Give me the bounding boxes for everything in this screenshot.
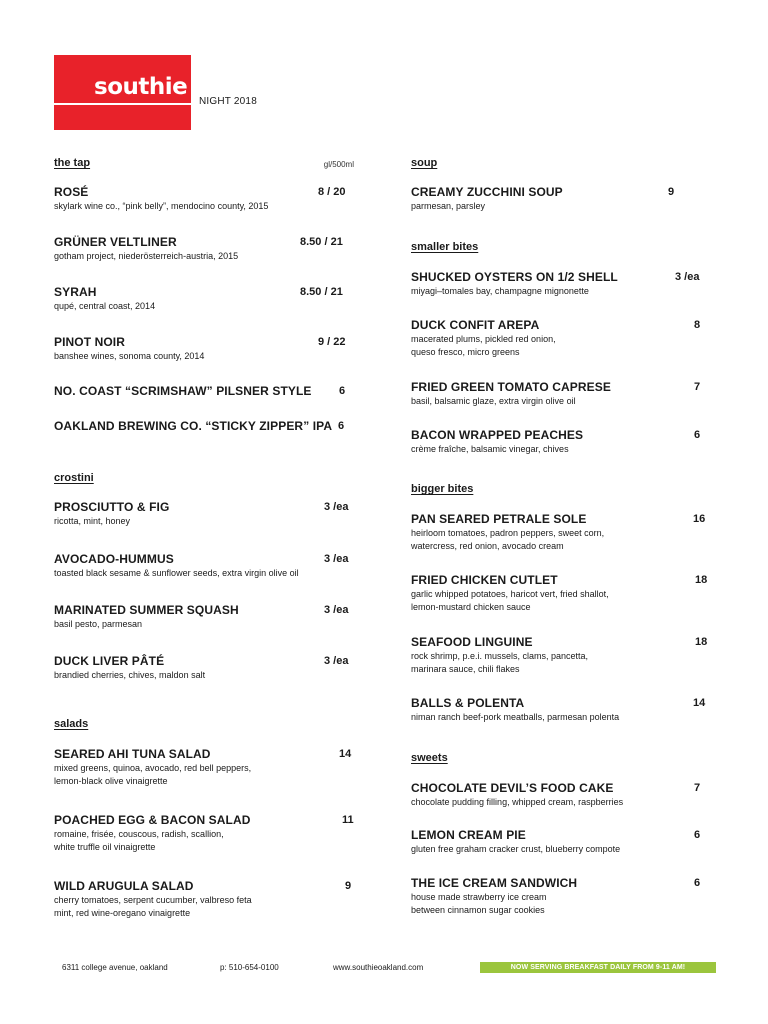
item-name: OAKLAND BREWING CO. “STICKY ZIPPER” IPA xyxy=(54,419,333,433)
item-name: MARINATED SUMMER SQUASH xyxy=(54,603,239,617)
item-name: PINOT NOIR xyxy=(54,335,126,349)
item-name: WILD ARUGULA SALAD xyxy=(54,879,194,893)
menu-item xyxy=(54,813,356,854)
item-price: 8 xyxy=(694,319,701,331)
item-name: PAN SEARED PETRALE SOLE xyxy=(411,512,587,526)
item-name: CREAMY ZUCCHINI SOUP xyxy=(411,185,563,199)
menu-item xyxy=(411,635,707,676)
menu-item xyxy=(54,384,356,398)
item-name: SYRAH xyxy=(54,285,97,299)
item-name: DUCK CONFIT AREPA xyxy=(411,318,540,332)
item-name: BACON WRAPPED PEACHES xyxy=(411,428,584,442)
item-price: 9 xyxy=(668,186,675,198)
item-name: POACHED EGG & BACON SALAD xyxy=(54,813,251,827)
item-price: 6 xyxy=(694,829,701,841)
item-price: 3 /ea xyxy=(675,271,700,283)
item-name: PROSCIUTTO & FIG xyxy=(54,500,170,514)
menu-item xyxy=(411,696,707,724)
item-price: 3 /ea xyxy=(324,655,349,667)
menu-item xyxy=(411,781,707,809)
item-name: SHUCKED OYSTERS ON 1/2 SHELL xyxy=(411,270,618,284)
item-description: niman ranch beef-pork meatballs, parmesan polenta xyxy=(411,712,620,722)
menu-item xyxy=(411,428,707,456)
menu-item xyxy=(411,828,707,856)
menu-item xyxy=(54,654,356,682)
item-price: 16 xyxy=(693,513,706,525)
item-description: heirloom tomatoes, padron peppers, sweet corn, watercress, red onion, avocado cream xyxy=(411,528,605,551)
tap-size-note: gl/500ml xyxy=(323,160,354,169)
item-price: 8.50 / 21 xyxy=(300,236,343,248)
menu-item xyxy=(411,318,707,359)
item-description: mixed greens, quinoa, avocado, red bell peppers, lemon-black olive vinaigrette xyxy=(54,763,252,786)
item-description: banshee wines, sonoma county, 2014 xyxy=(54,351,205,361)
menu-item xyxy=(411,380,707,408)
item-description: brandied cherries, chives, maldon salt xyxy=(54,670,206,680)
item-price: 3 /ea xyxy=(324,604,349,616)
item-name: ROSÉ xyxy=(54,185,89,199)
menu-item xyxy=(411,512,707,553)
item-description: gotham project, niederösterreich-austria, 2015 xyxy=(54,251,239,261)
item-price: 14 xyxy=(693,697,706,709)
logo-rule xyxy=(54,103,191,105)
menu-item xyxy=(54,500,356,528)
section-heading-bigger-bites: bigger bites xyxy=(411,483,474,495)
item-price: 7 xyxy=(694,381,701,393)
restaurant-logo xyxy=(54,55,191,130)
logo-text: southie xyxy=(94,74,188,100)
item-price: 8 / 20 xyxy=(318,186,346,198)
menu-item xyxy=(411,270,707,298)
item-description: chocolate pudding filling, whipped cream, raspberries xyxy=(411,797,624,807)
item-description: qupé, central coast, 2014 xyxy=(54,301,156,311)
item-description: rock shrimp, p.e.i. mussels, clams, pancetta, marinara sauce, chili flakes xyxy=(411,651,589,674)
menu-item xyxy=(54,603,356,631)
item-description: miyagi–tomales bay, champagne mignonette xyxy=(411,286,589,296)
item-price: 3 /ea xyxy=(324,553,349,565)
menu-item xyxy=(54,285,356,313)
item-price: 18 xyxy=(695,636,708,648)
item-price: 6 xyxy=(694,429,701,441)
section-heading-crostini: crostini xyxy=(54,472,94,484)
item-name: THE ICE CREAM SANDWICH xyxy=(411,876,578,890)
item-description: house made strawberry ice cream between cinnamon sugar cookies xyxy=(411,892,547,915)
item-name: DUCK LIVER PÂTÉ xyxy=(54,654,165,668)
section-heading-smaller-bites: smaller bites xyxy=(411,241,479,253)
item-price: 3 /ea xyxy=(324,501,349,513)
section-heading-sweets: sweets xyxy=(411,752,448,764)
item-price: 11 xyxy=(342,814,354,826)
item-price: 6 xyxy=(339,385,346,397)
item-description: romaine, frisée, couscous, radish, scallion, white truffle oil vinaigrette xyxy=(54,829,224,852)
item-description: parmesan, parsley xyxy=(411,201,486,211)
footer-address: 6311 college avenue, oakland xyxy=(62,963,168,972)
menu-item xyxy=(411,573,707,614)
menu-item xyxy=(54,419,356,433)
footer-phone: p: 510-654-0100 xyxy=(220,963,279,972)
item-description: garlic whipped potatoes, haricot vert, fried shallot, lemon-mustard chicken sauce xyxy=(411,589,609,612)
item-description: crème fraîche, balsamic vinegar, chives xyxy=(411,444,569,454)
item-name: FRIED CHICKEN CUTLET xyxy=(411,573,558,587)
menu-item xyxy=(411,185,707,213)
item-name: AVOCADO-HUMMUS xyxy=(54,552,174,566)
item-description: macerated plums, pickled red onion, queso fresco, micro greens xyxy=(411,334,556,357)
menu-item xyxy=(54,235,356,263)
item-name: CHOCOLATE DEVIL’S FOOD CAKE xyxy=(411,781,614,795)
item-description: gluten free graham cracker crust, blueberry compote xyxy=(411,844,621,854)
item-name: BALLS & POLENTA xyxy=(411,696,525,710)
item-price: 6 xyxy=(338,420,345,432)
item-name: SEAFOOD LINGUINE xyxy=(411,635,533,649)
item-price: 14 xyxy=(339,748,352,760)
section-heading-salads: salads xyxy=(54,718,89,730)
item-description: cherry tomatoes, serpent cucumber, valbreso feta mint, red wine-oregano vinaigrette xyxy=(54,895,252,918)
item-name: GRÜNER VELTLINER xyxy=(54,235,177,249)
item-description: ricotta, mint, honey xyxy=(54,516,131,526)
section-heading-the-tap: the tap xyxy=(54,157,91,169)
item-name: LEMON CREAM PIE xyxy=(411,828,526,842)
menu-item xyxy=(54,335,356,363)
menu-item xyxy=(54,185,356,213)
item-name: SEARED AHI TUNA SALAD xyxy=(54,747,211,761)
item-price: 8.50 / 21 xyxy=(300,286,343,298)
item-price: 6 xyxy=(694,877,701,889)
menu-item xyxy=(54,879,356,920)
menu-item xyxy=(54,747,356,788)
item-name: FRIED GREEN TOMATO CAPRESE xyxy=(411,380,611,394)
item-description: toasted black sesame & sunflower seeds, extra virgin olive oil xyxy=(54,568,299,578)
item-name: NO. COAST “SCRIMSHAW” PILSNER STYLE xyxy=(54,384,312,398)
item-price: 9 / 22 xyxy=(318,336,346,348)
footer-website: www.southieoakland.com xyxy=(333,963,424,972)
item-price: 9 xyxy=(345,880,352,892)
item-description: skylark wine co., “pink belly”, mendocino county, 2015 xyxy=(54,201,269,211)
menu-item xyxy=(411,876,707,917)
item-price: 18 xyxy=(695,574,708,586)
breakfast-banner: NOW SERVING BREAKFAST DAILY FROM 9-11 AM! xyxy=(480,962,716,973)
menu-item xyxy=(54,552,356,580)
item-price: 7 xyxy=(694,782,701,794)
item-description: basil pesto, parmesan xyxy=(54,619,143,629)
menu-edition: NIGHT 2018 xyxy=(199,96,257,107)
item-description: basil, balsamic glaze, extra virgin olive oil xyxy=(411,396,576,406)
section-heading-soup: soup xyxy=(411,157,438,169)
